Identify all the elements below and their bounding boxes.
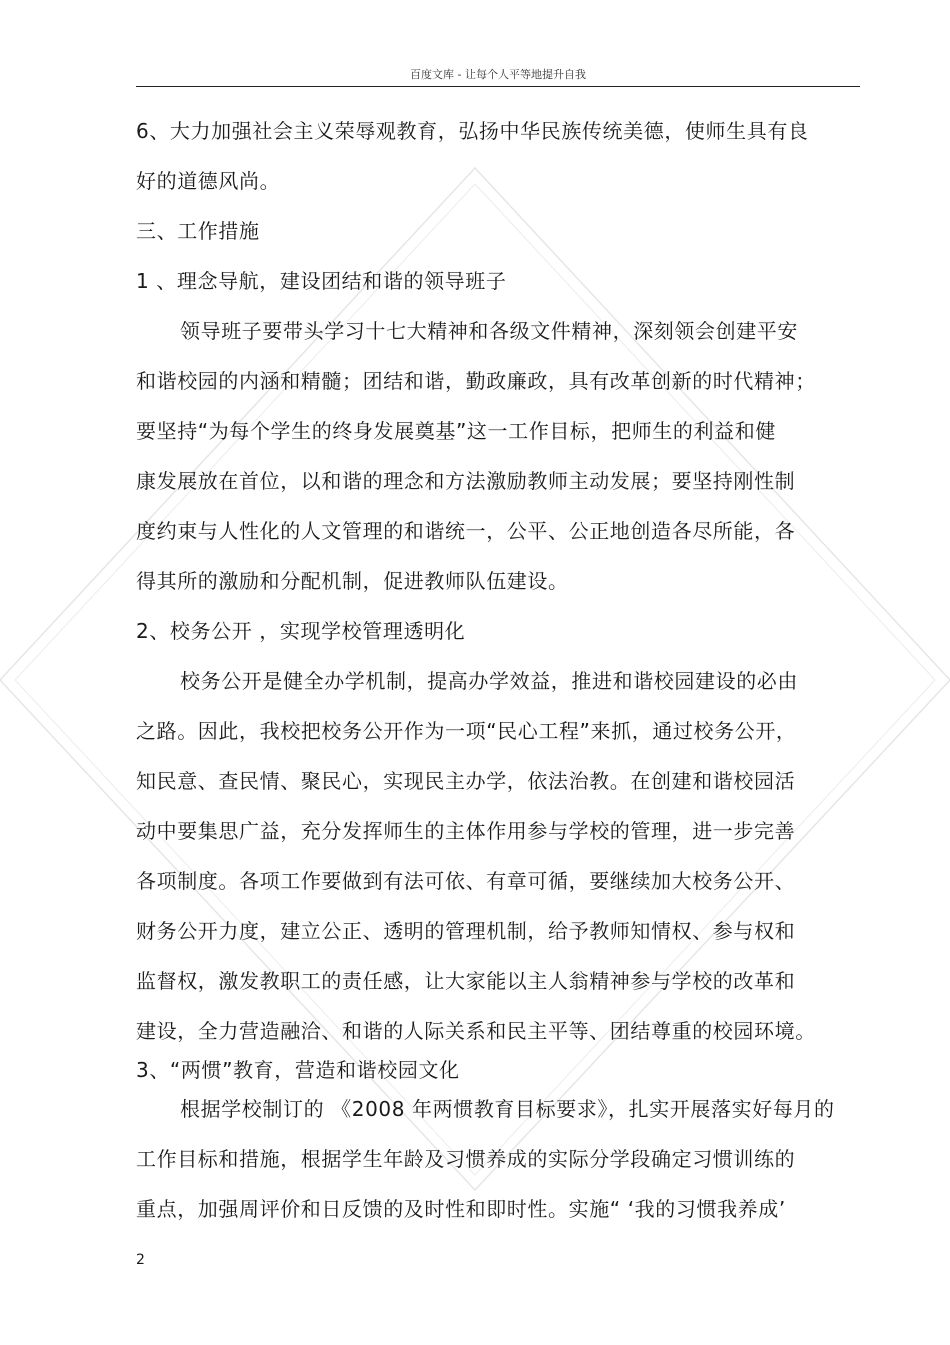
subsection-heading: 3、“两惯”教育，营造和谐校园文化 — [136, 1058, 460, 1082]
page-header: 百度文库 - 让每个人平等地提升自我 — [410, 68, 586, 81]
section-heading: 三、工作措施 — [136, 219, 260, 243]
text-line: 重点，加强周评价和日反馈的及时性和即时性。实施“ ‘我的习惯我养成’ — [136, 1197, 786, 1221]
text-line: 度约束与人性化的人文管理的和谐统一，公平、公正地创造各尽所能，各 — [136, 519, 796, 543]
subsection-heading: 1 、理念导航，建设团结和谐的领导班子 — [136, 269, 507, 293]
text-line: 监督权，激发教职工的责任感，让大家能以主人翁精神参与学校的改革和 — [136, 969, 796, 993]
text-line: 得其所的激励和分配机制，促进教师队伍建设。 — [136, 569, 569, 593]
header-divider — [136, 86, 860, 87]
page-number: 2 — [136, 1252, 145, 1268]
subsection-heading: 2、校务公开 ，实现学校管理透明化 — [136, 619, 466, 643]
text-line: 财务公开力度，建立公正、透明的管理机制，给予教师知情权、参与权和 — [136, 919, 796, 943]
text-line: 康发展放在首位，以和谐的理念和方法激励教师主动发展；要坚持刚性制 — [136, 469, 796, 493]
text-line: 根据学校制订的 《2008 年两惯教育目标要求》，扎实开展落实好每月的 — [180, 1097, 835, 1121]
text-line: 和谐校园的内涵和精髓；团结和谐，勤政廉政，具有改革创新的时代精神； — [136, 369, 816, 393]
text-line: 各项制度。各项工作要做到有法可依、有章可循，要继续加大校务公开、 — [136, 869, 796, 893]
text-line: 之路。因此，我校把校务公开作为一项“民心工程”来抓，通过校务公开， — [136, 719, 797, 743]
text-line: 校务公开是健全办学机制，提高办学效益，推进和谐校园建设的必由 — [180, 669, 798, 693]
text-line: 动中要集思广益，充分发挥师生的主体作用参与学校的管理，进一步完善 — [136, 819, 796, 843]
text-line: 建设，全力营造融洽、和谐的人际关系和民主平等、团结尊重的校园环境。 — [136, 1019, 816, 1043]
text-line: 知民意、查民情、聚民心，实现民主办学，依法治教。在创建和谐校园活 — [136, 769, 796, 793]
text-line: 要坚持“为每个学生的终身发展奠基”这一工作目标，把师生的利益和健 — [136, 419, 776, 443]
text-line: 6、大力加强社会主义荣辱观教育，弘扬中华民族传统美德，使师生具有良 — [136, 119, 809, 143]
text-line: 领导班子要带头学习十七大精神和各级文件精神，深刻领会创建平安 — [180, 319, 798, 343]
text-line: 好的道德风尚。 — [136, 169, 281, 193]
text-line: 工作目标和措施，根据学生年龄及习惯养成的实际分学段确定习惯训练的 — [136, 1147, 796, 1171]
